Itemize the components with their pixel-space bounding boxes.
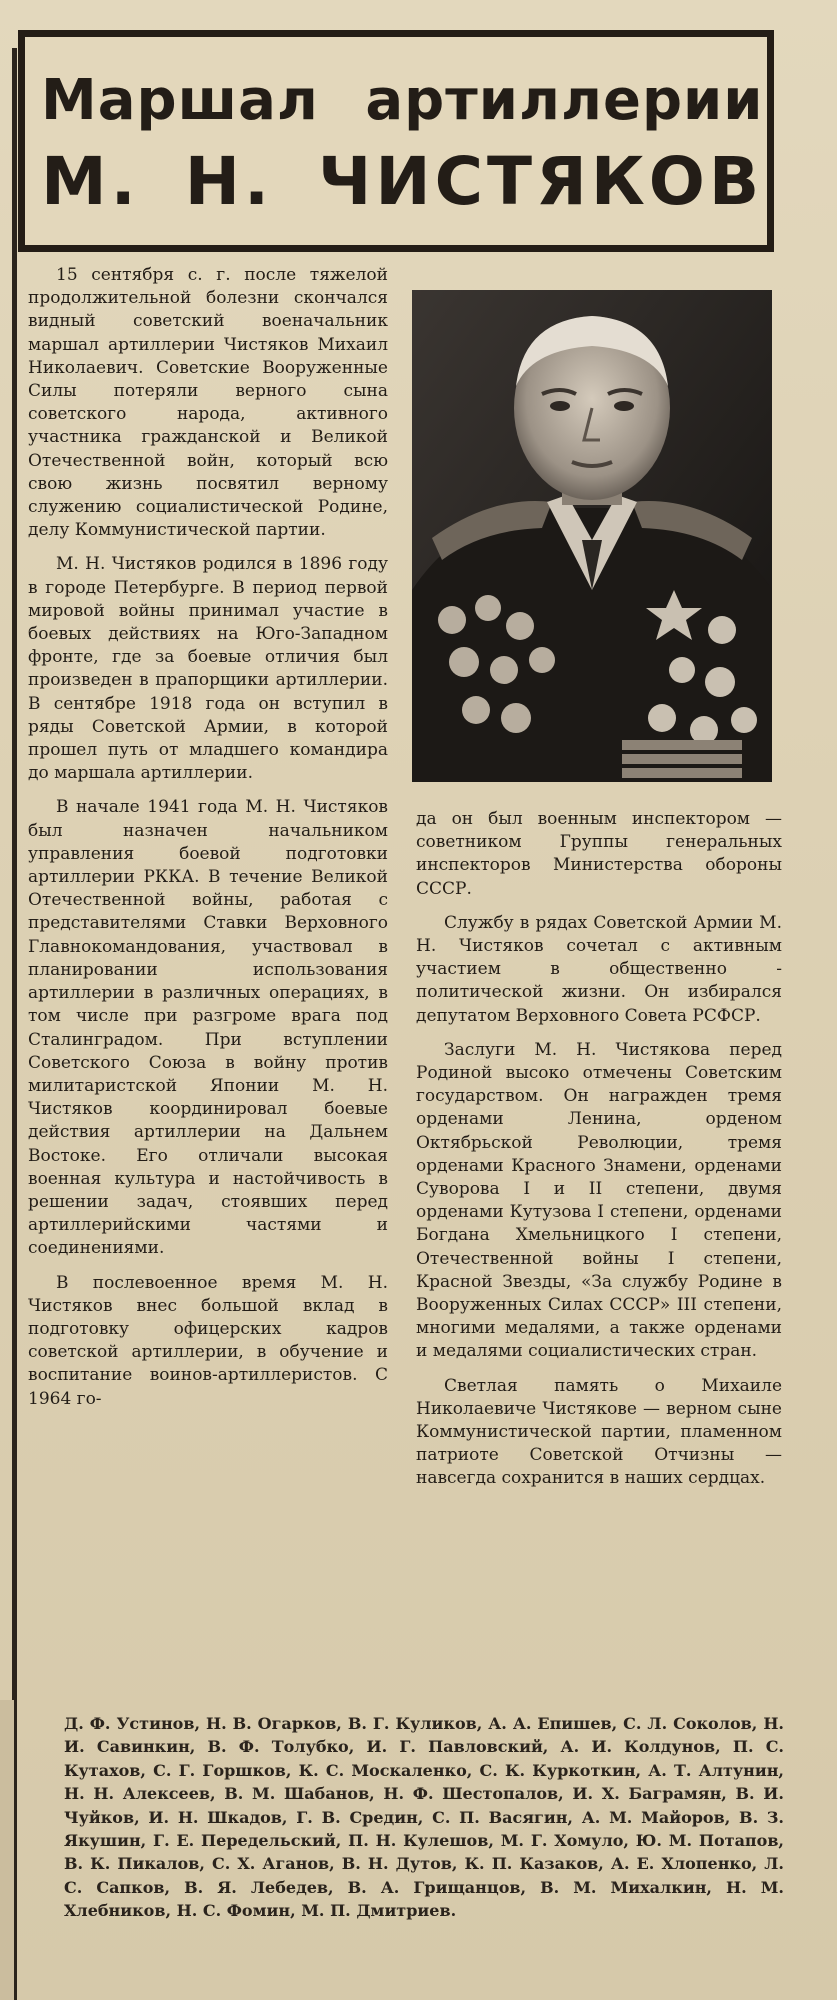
portrait-photo <box>412 290 772 782</box>
portrait-illustration <box>412 290 772 782</box>
article-left-column <box>28 264 388 1422</box>
article-paragraph: Службу в рядах Советской Армии М. Н. Чистяков сочетал с активным участием в общественно - политической жизни. Он избирался депутатом Верховного Совета РСФСР. <box>416 912 782 1026</box>
article-right-column <box>416 808 782 1502</box>
article-paragraph: В послевоенное время М. Н. Чистяков внес большой вклад в подготовку офицерских кадров советской артиллерии, в обучение и воспитание воинов-артиллеристов. С 1964 го- <box>28 1272 388 1409</box>
article-paragraph: М. Н. Чистяков родился в 1896 году в городе Петербурге. В период первой мировой войны принимал участие в боевых действиях на Юго-Западном фронте, где за боевые отличия был произведен в прапорщики артиллерии. В сентябре 1918 года он вступил в ряды Советской Армии, в которой прошел путь от младшего командира до маршала артиллерии. <box>28 554 388 784</box>
signatories-list <box>64 1712 784 1923</box>
signatories-text: Д. Ф. Устинов, Н. В. Огарков, В. Г. Куликов, А. А. Епишев, С. Л. Соколов, Н. И. Савинкин, В. Ф. Толубко, И. Г. Павловский, А. И. Колдунов, П. С. Кутахов, С. Г. Горшков, К. С. Москаленко, С. К. Куркоткин, А. Т. Алтунин, Н. Н. Алексеев, В. М. Шабанов, Н. Ф. Шестопалов, И. Х. Баграмян, В. И. Чуйков, И. Н. Шкадов, Г. В. Средин, С. П. Васягин, А. М. Майоров, В. З. Якушин, Г. Е. Передельский, П. Н. Кулешов, М. Г. Хомуло, Ю. М. Потапов, В. К. Пикалов, С. Х. Аганов, В. Н. Дутов, К. П. Казаков, А. Е. Хлопенко, Л. С. Сапков, В. Я. Лебедев, В. А. Грищанцов, В. М. Михалкин, Н. М. Хлебников, Н. С. Фомин, М. П. Дмитриев. <box>64 1714 784 1921</box>
page-fold <box>0 1700 14 2000</box>
article-paragraph: В начале 1941 года М. Н. Чистяков был назначен начальником управления боевой подготовки артиллерии РККА. В течение Великой Отечественной войны, работая с представителями Ставки Верховного Главнокомандования, участвовал в планировании использования артиллерии в различных операциях, в том числе при разгроме врага под Сталинградом. При вступлении Советского Союза в войну против милитаристской Японии М. Н. Чистяков координировал боевые действия артиллерии на Дальнем Востоке. Его отличали высокая военная культура и настойчивость в решении задач, стоявших перед артиллерийскими частями и соединениями. <box>28 797 388 1259</box>
headline-box <box>18 30 774 252</box>
article-paragraph: да он был военным инспектором — советником Группы генеральных инспекторов Министерства обороны СССР. <box>416 809 782 899</box>
headline-rank: Маршал артиллерии <box>41 68 764 133</box>
article-paragraph: Заслуги М. Н. Чистякова перед Родиной высоко отмечены Советским государством. Он награжден тремя орденами Ленина, орденом Октябрьской Революции, тремя орденами Красного Знамени, орденами Суворова I и II степени, двумя орденами Кутузова I степени, орденами Богдана Хмельницкого I степени, Отечественной войны I степени, Красной Звезды, «За службу Родине в Вооруженных Силах СССР» III степени, многими медалями, а также орденами и медалями социалистических стран. <box>416 1039 782 1362</box>
article-paragraph: Светлая память о Михаиле Николаевиче Чистякове — верном сыне Коммунистической партии, пламенном патриоте Советской Отчизны — навсегда сохранится в наших сердцах. <box>416 1375 782 1489</box>
headline-name: М. Н. ЧИСТЯКОВ <box>41 143 764 220</box>
article-paragraph: 15 сентября с. г. после тяжелой продолжительной болезни скончался видный советский военачальник маршал артиллерии Чистяков Михаил Николаевич. Советские Вооруженные Силы потеряли верного сына советского народа, активного участника гражданской и Великой Отечественной войн, который всю свою жизнь посвятил верному служению социалистической Родине, делу Коммунистической партии. <box>28 265 388 541</box>
